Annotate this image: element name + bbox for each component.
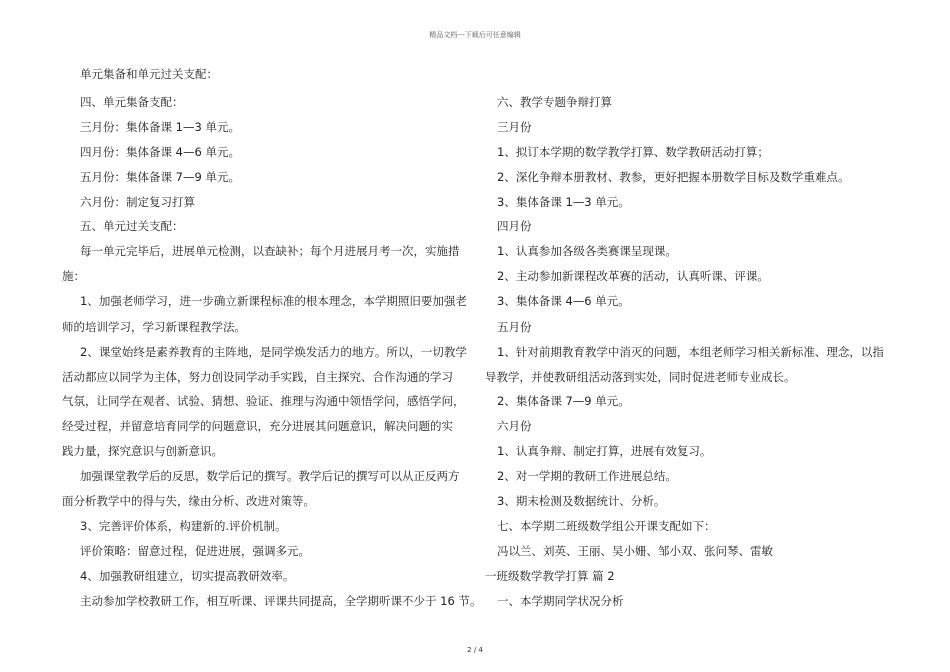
text-line: 五月份 (497, 320, 532, 334)
text-line: 师的培训学习，学习新课程教学法。 (62, 320, 246, 334)
text-line: 六、教学专题争辩打算 (497, 95, 612, 109)
text-line: 1、针对前期教育教学中消灭的问题，本组老师学习相关新标准、理念，以指 (497, 345, 884, 359)
text-line: 2、深化争辩本册教材、教参，更好把握本册数学目标及数学重难点。 (497, 170, 850, 184)
text-line: 1、认真争辩、制定打算，进展有效复习。 (497, 444, 712, 458)
page-header: 精品文档---下载后可任意编辑 (429, 31, 521, 39)
text-line: 经受过程，并留意培育同学的问题意识，充分进展其问题意识，解决问题的实 (62, 419, 453, 433)
text-line: 施： (62, 269, 85, 283)
text-line: 1、加强老师学习，进一步确立新课程标准的根本理念，本学期照旧要加强老 (80, 294, 467, 308)
text-line: 1、认真参加各级各类赛课呈现课。 (497, 244, 677, 258)
text-line: 六月份 (497, 419, 532, 433)
text-line: 3、集体备课 1—3 单元。 (497, 195, 630, 209)
text-line: 加强课堂教学后的反思，数学后记的撰写。教学后记的撰写可以从正反两方 (80, 469, 460, 483)
text-line: 五、单元过关支配： (80, 219, 184, 233)
page-number: 2 / 4 (467, 646, 483, 654)
text-line: 活动都应以同学为主体，努力创设同学动手实践，自主探究、合作沟通的学习 (62, 370, 453, 384)
text-line: 每一单元完毕后，进展单元检测，以查缺补；每个月进展月考一次，实施措 (80, 244, 460, 258)
text-line: 2、课堂始终是素养教育的主阵地，是同学焕发活力的地方。所以，一切教学 (80, 345, 467, 359)
text-line: 践力量，探究意识与创新意识。 (62, 444, 223, 458)
text-line: 冯以兰、刘英、王丽、吴小姗、邹小双、张问琴、雷敏 (497, 544, 773, 558)
text-line: 3、期末检测及数据统计、分析。 (497, 494, 666, 508)
text-line: 导教学，并使教研组活动落到实处，同时促进老师专业成长。 (485, 370, 796, 384)
text-line: 四月份：集体备课 4—6 单元。 (80, 145, 240, 159)
text-line: 五月份：集体备课 7—9 单元。 (80, 170, 240, 184)
text-line: 3、完善评价体系，构建新的.评价机制。 (80, 519, 287, 533)
text-line: 1、拟订本学期的数学教学打算、数学教研活动打算； (497, 145, 769, 159)
text-line: 单元集备和单元过关支配： (80, 67, 218, 81)
text-line: 4、加强教研组建立，切实提高教研效率。 (80, 569, 295, 583)
text-line: 2、主动参加新课程改革赛的活动，认真听课、评课。 (497, 269, 769, 283)
text-line: 面分析教学中的得与失，缘由分析、改进对策等。 (62, 494, 315, 508)
text-line: 六月份：制定复习打算 (80, 195, 195, 209)
section-title: 一班级数学教学打算 篇 2 (485, 569, 615, 583)
text-line: 主动参加学校教研工作，相互听课、评课共同提高，全学期听课不少于 16 节。 (80, 594, 482, 608)
text-line: 三月份 (497, 120, 532, 134)
text-line: 2、集体备课 7—9 单元。 (497, 394, 630, 408)
text-line: 2、对一学期的教研工作进展总结。 (497, 469, 677, 483)
text-line: 七、本学期二班级数学组公开课支配如下： (497, 519, 716, 533)
text-line: 三月份：集体备课 1—3 单元。 (80, 120, 240, 134)
text-line: 四月份 (497, 219, 532, 233)
text-line: 气氛，让同学在观者、试验、猜想、验证、推理与沟通中领悟学问，感悟学问， (62, 394, 465, 408)
text-line: 3、集体备课 4—6 单元。 (497, 294, 630, 308)
text-line: 评价策略：留意过程，促进进展，强调多元。 (80, 544, 310, 558)
text-line: 一、本学期同学状况分析 (497, 594, 624, 608)
text-line: 四、单元集备支配： (80, 95, 184, 109)
